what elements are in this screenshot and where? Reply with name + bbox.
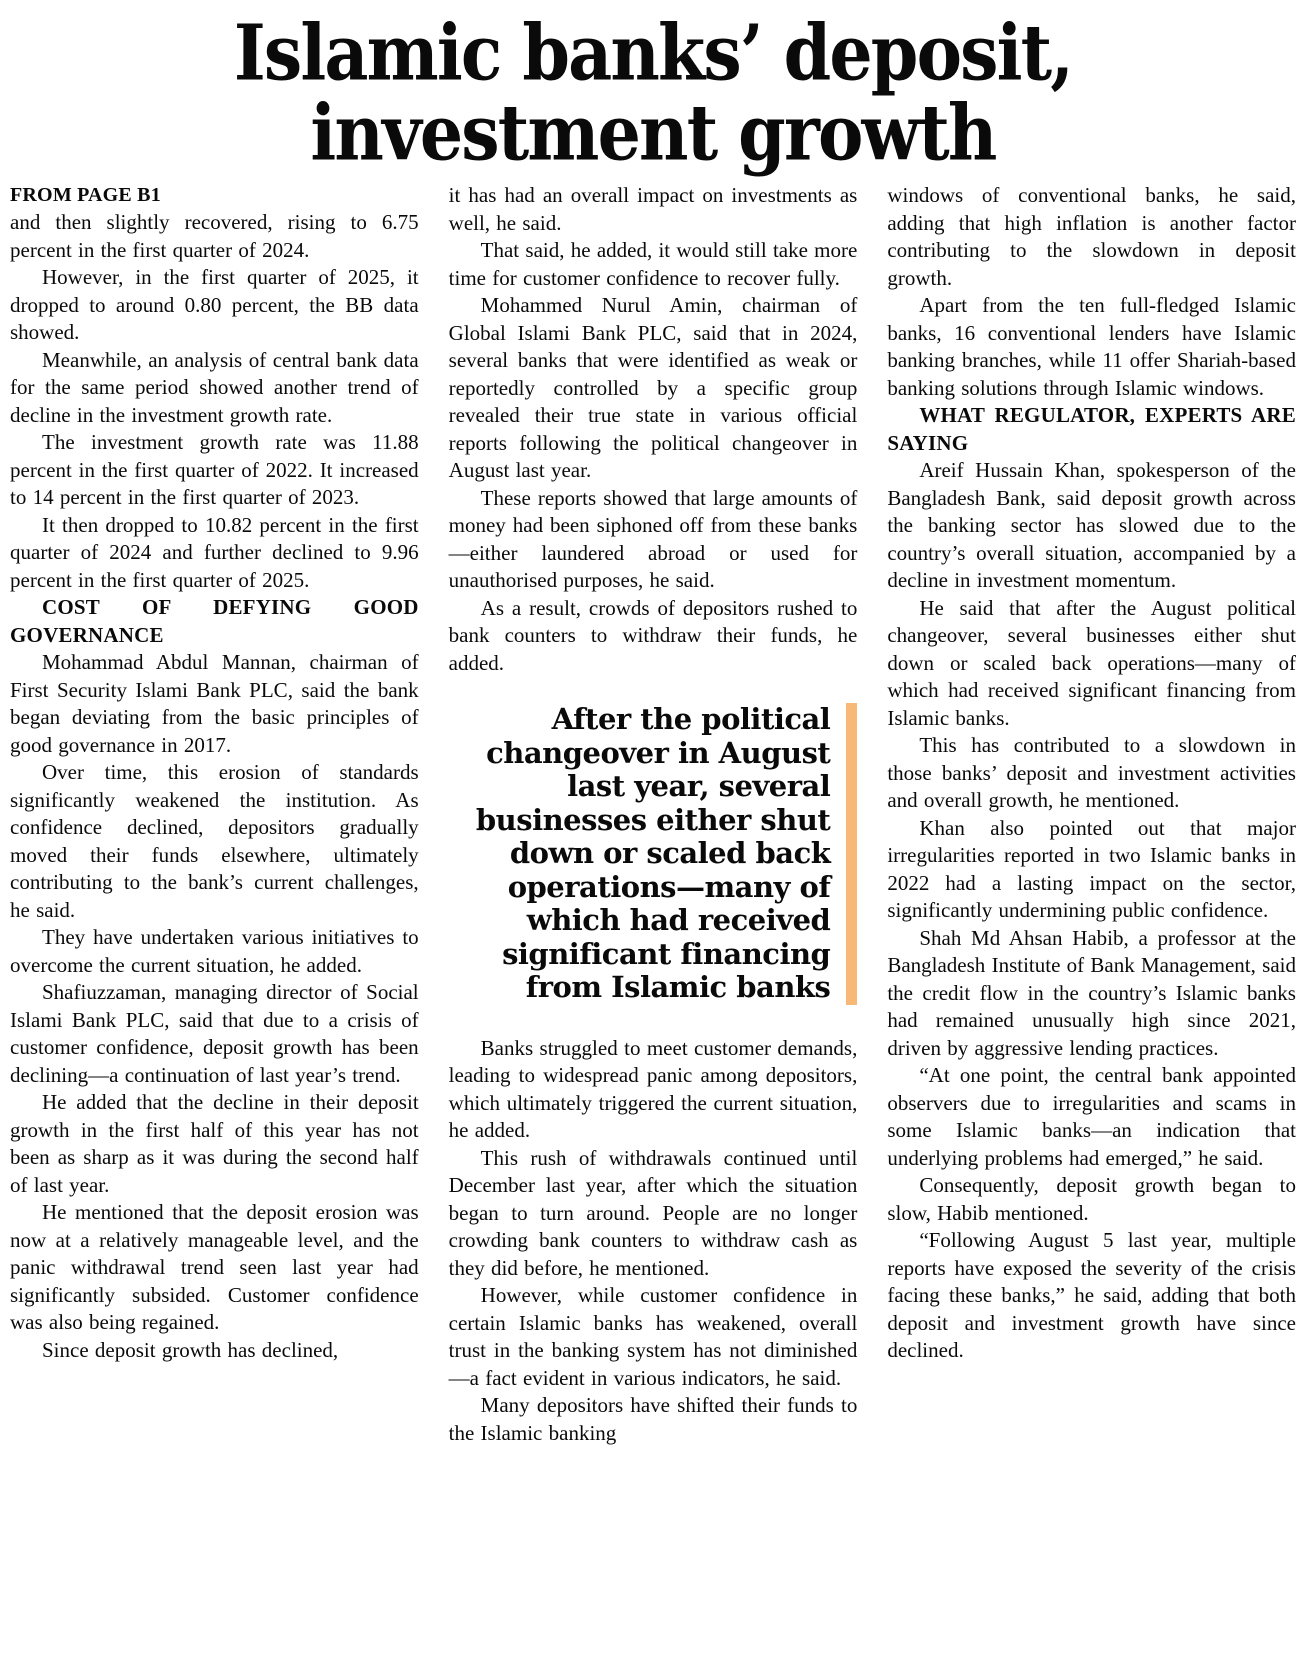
article-paragraph: Shah Md Ahsan Habib, a professor at the Bangladesh Institute of Bank Management, said the credit flow in the country’s Islamic banks had remained unusually high since 2021, driven by aggressive lending practices. xyxy=(887,925,1296,1060)
article-paragraph: it has had an overall impact on investments as well, he said. xyxy=(448,183,858,235)
section-subheading: COST OF DEFYING GOOD GOVERNANCE xyxy=(10,595,419,647)
article-paragraph: He mentioned that the deposit erosion was now at a relatively manageable level, and the panic withdrawal trend seen last year had significantly subsided. Customer confidence was also being regained. xyxy=(10,1200,419,1334)
article-paragraph: As a result, crowds of depositors rushed to bank counters to withdraw their funds, he added. xyxy=(448,595,858,675)
article-paragraph: Many depositors have shifted their funds to the Islamic banking xyxy=(448,1393,858,1445)
column-3 xyxy=(887,182,1296,1365)
article-paragraph: Areif Hussain Khan, spokesperson of the Bangladesh Bank, said deposit growth across the banking sector has slowed due to the country’s overall situation, accompanied by a decline in investment momentum. xyxy=(887,458,1296,592)
article-paragraph: However, in the first quarter of 2025, it dropped to around 0.80 percent, the BB data showed. xyxy=(10,265,419,344)
pull-quote: After the political changeover in August last year, several businesses either shut down or scaled back operations—many of which had received significant financing from Islamic banks xyxy=(449,703,858,1005)
column-1 xyxy=(10,182,419,1364)
article-paragraph: “At one point, the central bank appointed observers due to irregularities and scams in some Islamic banks—an indication that underlying problems had emerged,” he said. xyxy=(887,1063,1296,1170)
article-paragraph: That said, he added, it would still take more time for customer confidence to recover fully. xyxy=(448,238,858,290)
article-paragraph: “Following August 5 last year, multiple reports have exposed the severity of the crisis facing these banks,” he said, adding that both deposit and investment growth have since declined. xyxy=(887,1228,1296,1362)
article-paragraph: Since deposit growth has declined, xyxy=(42,1337,339,1362)
article-paragraph: They have undertaken various initiatives to overcome the current situation, he added. xyxy=(10,925,419,977)
article-paragraph: and then slightly recovered, rising to 6.75 percent in the first quarter of 2024. xyxy=(10,210,419,262)
column-2 xyxy=(449,182,858,1447)
article-paragraph: Banks struggled to meet customer demands, leading to widespread panic among depositors, which ultimately triggered the current situation, he added. xyxy=(448,1035,858,1142)
article-paragraph: Meanwhile, an analysis of central bank data for the same period showed another trend of decline in the investment growth rate. xyxy=(10,347,419,427)
article-paragraph: Consequently, deposit growth began to slow, Habib mentioned. xyxy=(887,1173,1296,1225)
article-paragraph: Mohammed Nurul Amin, chairman of Global Islami Bank PLC, said that in 2024, several banks that were identified as weak or reportedly controlled by a specific group revealed their true state in various official reports following the political changeover in August last year. xyxy=(448,293,858,482)
article-paragraph: These reports showed that large amounts of money had been siphoned off from these banks—either laundered abroad or used for unauthorised purposes, he said. xyxy=(448,485,858,592)
section-subheading: WHAT REGULATOR, EXPERTS ARE SAYING xyxy=(887,403,1296,455)
article-paragraph: This rush of withdrawals continued until December last year, after which the situation began to turn around. People are no longer crowding bank counters to withdraw cash as they did before, he mentioned. xyxy=(448,1145,858,1280)
article-paragraph: Apart from the ten full-fledged Islamic banks, 16 conventional lenders have Islamic banking branches, while 11 offer Shariah-based banking solutions through Islamic windows. xyxy=(887,293,1296,400)
article-paragraph: This has contributed to a slowdown in those banks’ deposit and investment activities and overall growth, he mentioned. xyxy=(887,733,1296,812)
article-paragraph: He said that after the August political changeover, several businesses either shut down or scaled back operations—many of which had received significant financing from Islamic banks. xyxy=(887,595,1296,730)
article-paragraph: Shafiuzzaman, managing director of Social Islami Bank PLC, said that due to a crisis of customer confidence, deposit growth has been declining—a continuation of last year’s trend. xyxy=(10,980,419,1087)
headline-line-1: Islamic banks’ deposit, xyxy=(233,8,1073,99)
article-paragraph: However, while customer confidence in certain Islamic banks has weakened, overall trust in the banking system has not diminished—a fact evident in various indicators, he said. xyxy=(448,1283,858,1390)
article-headline xyxy=(61,8,1244,179)
headline-line-2: investment growth xyxy=(310,88,996,179)
article-paragraph: He added that the decline in their deposit growth in the first half of this year has not been as sharp as it was during the second half of last year. xyxy=(10,1090,419,1197)
article-paragraph: The investment growth rate was 11.88 percent in the first quarter of 2022. It increased to 14 percent in the first quarter of 2023. xyxy=(10,430,419,509)
article-paragraph: It then dropped to 10.82 percent in the first quarter of 2024 and further declined to 9.96 percent in the first quarter of 2025. xyxy=(10,512,419,592)
article-body xyxy=(10,182,1296,1447)
continuation-kicker: FROM PAGE B1 xyxy=(10,184,161,206)
article-paragraph: windows of conventional banks, he said, adding that high inflation is another factor contributing to the slowdown in deposit growth. xyxy=(887,183,1296,290)
article-paragraph: Over time, this erosion of standards significantly weakened the institution. As confidence declined, depositors gradually moved their funds elsewhere, ultimately contributing to the bank’s current challenges, he said. xyxy=(10,760,419,922)
article-paragraph: Khan also pointed out that major irregularities reported in two Islamic banks in 2022 had a lasting impact on the sector, significantly undermining public confidence. xyxy=(887,815,1296,922)
article-paragraph: Mohammad Abdul Mannan, chairman of First Security Islami Bank PLC, said the bank began deviating from the basic principles of good governance in 2017. xyxy=(10,650,419,757)
